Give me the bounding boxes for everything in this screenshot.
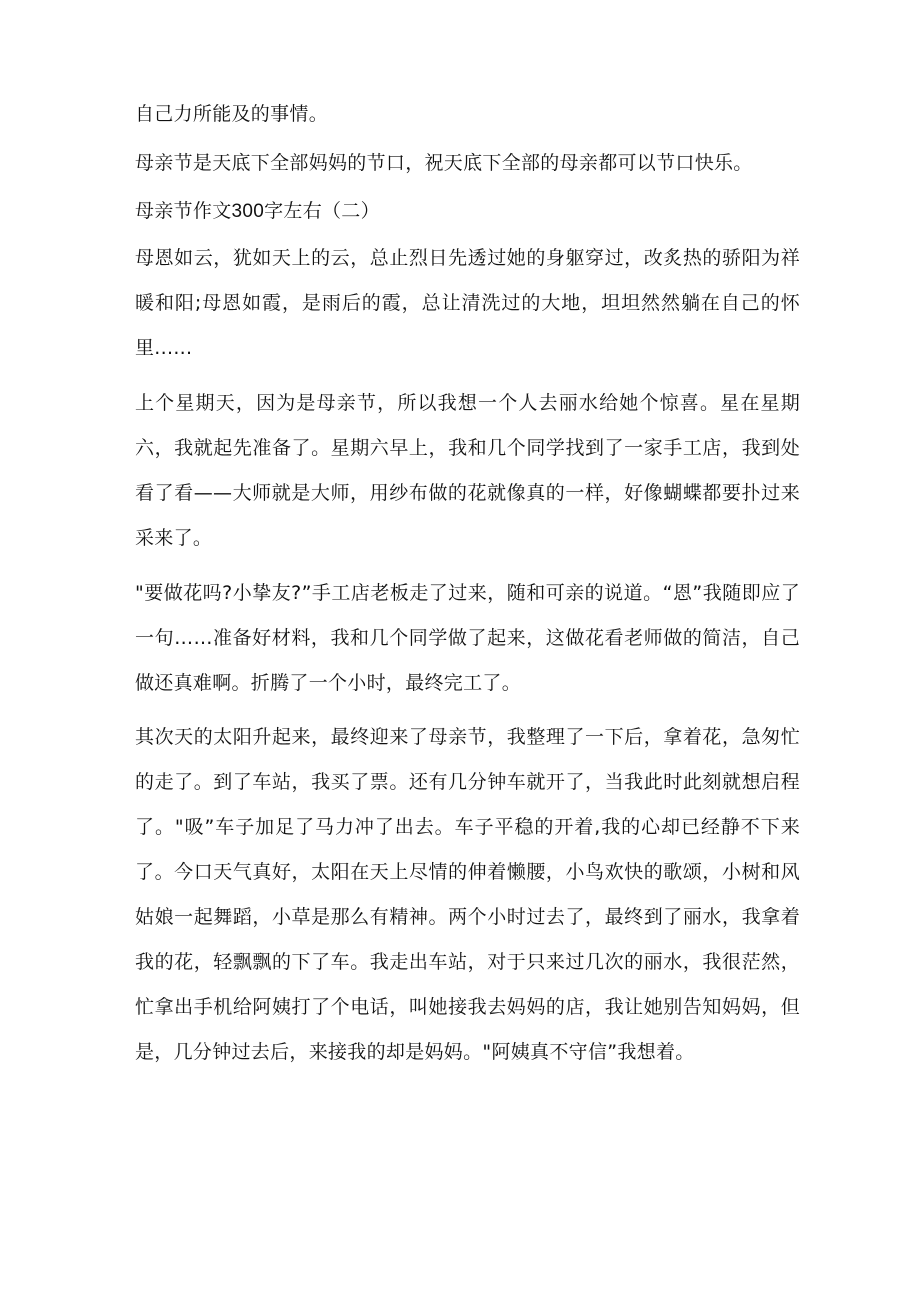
paragraph-continuation bbox=[135, 92, 800, 137]
paragraph-4: 母恩如云，犹如天上的云，总止烈日先透过她的身躯穿过，改炙热的骄阳为祥暖和阳;母恩如霞，是雨后的霞，总让清洗过的大地，坦坦然然躺在自己的怀里...... bbox=[135, 247, 800, 359]
paragraph-1: 自己力所能及的事情。 bbox=[135, 103, 329, 125]
paragraph-wish bbox=[135, 141, 800, 186]
paragraph-7: 其次天的太阳升起来，最终迎来了母亲节，我整理了一下后，拿着花，急匆忙的走了。到了车站，我买了票。还有几分钟车就开了，当我此时此刻就想启程了。"吸”车子加足了马力冲了出去。车子平稳的开着,我的心却已经静不下来了。今口天气真好，太阳在天上尽情的伸着懒腰，小鸟欢快的歌颂，小树和风姑娘一起舞蹈，小草是那么有精神。两个小时过去了，最终到了丽水，我拿着我的花，轻飘飘的下了车。我走出车站，对于只来过几次的丽水，我很茫然，忙拿出手机给阿姨打了个电话，叫她接我去妈妈的店，我让她别告知妈妈，但是，几分钟过去后，来接我的却是妈妈。"阿姨真不守信”我想着。 bbox=[135, 726, 800, 1063]
paragraph-preparation bbox=[135, 381, 800, 561]
paragraph-journey bbox=[135, 715, 800, 1075]
paragraph-6: "要做花吗?小挚友?”手工店老板走了过来，随和可亲的说道。“恩”我随即应了一句……准备好材料，我和几个同学做了起来，这做花看老师做的简洁，自己做还真难啊。折腾了一个小时，最终完工了。 bbox=[135, 582, 800, 694]
paragraph-workshop bbox=[135, 571, 800, 706]
essay-title bbox=[135, 189, 800, 234]
paragraph-2: 母亲节是天底下全部妈妈的节口，祝天底下全部的母亲都可以节口快乐。 bbox=[135, 152, 753, 174]
paragraph-5: 上个星期天，因为是母亲节，所以我想一个人去丽水给她个惊喜。星在星期六，我就起先准备了。星期六早上，我和几个同学找到了一家手工店，我到处看了看——大师就是大师，用纱布做的花就像真的一样，好像蝴蝶都要扑过来采来了。 bbox=[135, 392, 800, 549]
paragraph-intro bbox=[135, 236, 800, 371]
essay-heading: 母亲节作文300字左右（二） bbox=[135, 201, 380, 222]
